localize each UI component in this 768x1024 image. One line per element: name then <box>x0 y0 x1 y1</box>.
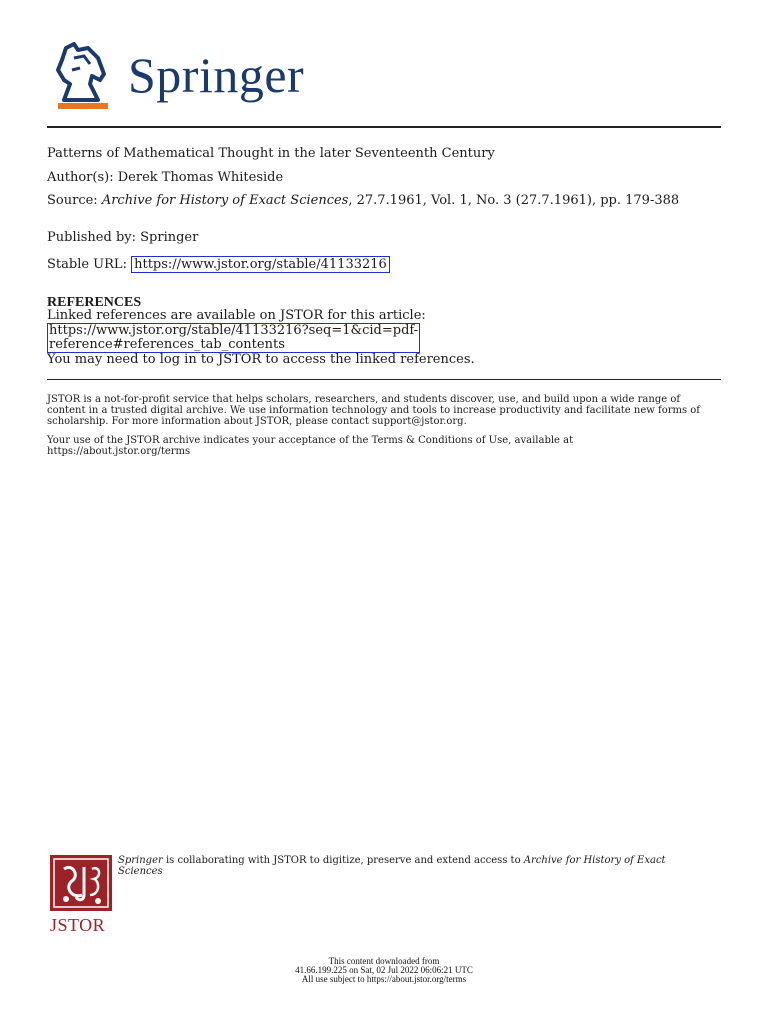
references-body <box>47 309 567 367</box>
references-link[interactable]: https://www.jstor.org/stable/41133216?seq=1&cid=pdf- reference#references_tab_contents <box>49 323 419 352</box>
publisher-label: Published by: <box>47 230 136 245</box>
source-line <box>47 193 707 209</box>
stable-url-line <box>47 257 390 273</box>
source-journal: Archive for History of Exact Sciences <box>101 193 349 208</box>
publisher-line <box>47 230 198 246</box>
collaboration-note <box>118 855 678 877</box>
collab-publisher: Springer <box>118 855 163 866</box>
springer-wordmark: Springer <box>128 47 305 103</box>
jstor-logo <box>50 855 114 935</box>
springer-knight-icon <box>44 40 116 112</box>
source-label: Source: <box>47 193 98 208</box>
collab-text: is collaborating with JSTOR to digitize, preserve and extend access to <box>162 855 524 866</box>
jstor-wordmark: JSTOR <box>50 915 106 935</box>
references-login-note: You may need to log in to JSTOR to access the linked references. <box>47 352 475 367</box>
authors-label: Author(s): <box>47 170 114 185</box>
source-details: , 27.7.1961, Vol. 1, No. 3 (27.7.1961), pp. 179-388 <box>348 193 680 208</box>
authors-value: Derek Thomas Whiteside <box>117 170 284 185</box>
references-intro: Linked references are available on JSTOR for this article: <box>47 308 426 323</box>
jstor-seal-icon <box>50 855 112 911</box>
download-line-3: All use subject to https://about.jstor.org/terms <box>301 974 467 984</box>
jstor-about-note: JSTOR is a not-for-profit service that helps scholars, researchers, and students discover, use, and build upon a wide range of content in a trusted digital archive. We use information technology and tools to increase productivity and facilitate new forms of scholarship. For more information about JSTOR, please contact support@jstor.org. <box>47 394 701 427</box>
header-divider <box>47 126 721 128</box>
terms-note: Your use of the JSTOR archive indicates your acceptance of the Terms & Conditions of Use, available at https://about.jstor.org/terms <box>47 435 574 457</box>
collab-journal: Archive for History of Exact Sciences <box>118 855 666 877</box>
download-footer <box>0 957 768 984</box>
references-heading: REFERENCES <box>47 295 142 310</box>
publisher-value: Springer <box>140 230 199 245</box>
authors-line <box>47 170 283 186</box>
stable-url-label: Stable URL: <box>47 257 127 272</box>
springer-logo <box>44 40 344 112</box>
download-line-1: This content downloaded from <box>328 956 440 966</box>
article-title: Patterns of Mathematical Thought in the later Seventeenth Century <box>47 146 495 161</box>
download-line-2: 41.66.199.225 on Sat, 02 Jul 2022 06:06:21 UTC <box>295 965 473 975</box>
section-divider <box>47 379 721 380</box>
stable-url-link[interactable]: https://www.jstor.org/stable/41133216 <box>131 256 390 273</box>
